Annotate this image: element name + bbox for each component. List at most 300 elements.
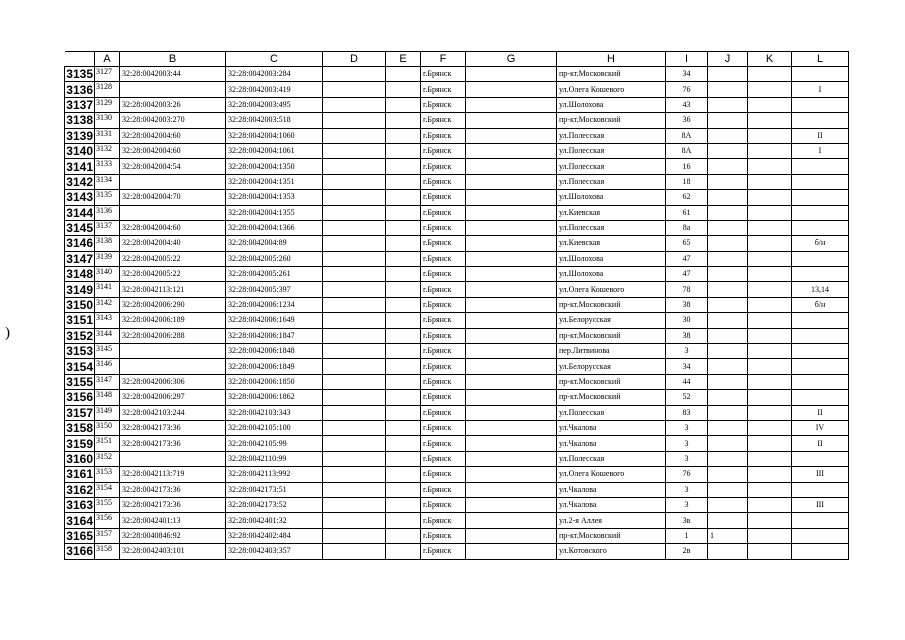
cell-i[interactable]: 76 [666, 82, 708, 97]
cell-g[interactable] [466, 451, 557, 466]
cell-h[interactable]: ул.Полесская [557, 451, 666, 466]
cell-k[interactable] [748, 328, 792, 343]
cell-k[interactable] [748, 374, 792, 389]
cell-g[interactable] [466, 390, 557, 405]
cell-a[interactable]: 3139 [95, 251, 120, 266]
cell-b[interactable]: 32:28:0042113:719 [120, 467, 226, 482]
cell-b[interactable] [120, 451, 226, 466]
cell-h[interactable]: пр-кт.Московский [557, 528, 666, 543]
cell-l[interactable]: IV [792, 420, 849, 435]
cell-i[interactable]: 62 [666, 190, 708, 205]
cell-e[interactable] [386, 420, 421, 435]
cell-j[interactable] [708, 174, 748, 189]
cell-h[interactable]: ул.Олега Кошевого [557, 467, 666, 482]
column-header-g[interactable]: G [466, 52, 557, 67]
cell-b[interactable]: 32:28:0042004:60 [120, 143, 226, 158]
cell-b[interactable] [120, 344, 226, 359]
cell-h[interactable]: ул.Чкалова [557, 482, 666, 497]
cell-d[interactable] [323, 220, 386, 235]
cell-c[interactable]: 32:28:0042403:357 [226, 544, 323, 559]
cell-a[interactable]: 3135 [95, 190, 120, 205]
cell-l[interactable] [792, 328, 849, 343]
cell-i[interactable]: 16 [666, 159, 708, 174]
cell-j[interactable] [708, 467, 748, 482]
cell-a[interactable]: 3146 [95, 359, 120, 374]
cell-e[interactable] [386, 236, 421, 251]
cell-e[interactable] [386, 467, 421, 482]
cell-i[interactable]: 3 [666, 497, 708, 512]
row-number[interactable]: 3140 [66, 144, 93, 159]
cell-i[interactable]: 38 [666, 297, 708, 312]
cell-d[interactable] [323, 267, 386, 282]
cell-e[interactable] [386, 82, 421, 97]
cell-e[interactable] [386, 451, 421, 466]
row-number[interactable]: 3146 [66, 236, 93, 251]
cell-j[interactable] [708, 420, 748, 435]
cell-j[interactable] [708, 451, 748, 466]
cell-k[interactable] [748, 482, 792, 497]
cell-f[interactable]: г.Брянск [421, 236, 466, 251]
column-header-k[interactable]: K [748, 52, 792, 67]
row-number[interactable]: 3165 [66, 528, 93, 543]
cell-f[interactable]: г.Брянск [421, 344, 466, 359]
cell-c[interactable]: 32:28:0042004:1350 [226, 159, 323, 174]
cell-h[interactable]: ул.Чкалова [557, 420, 666, 435]
cell-l[interactable] [792, 313, 849, 328]
cell-a[interactable]: 3152 [95, 451, 120, 466]
cell-i[interactable]: 61 [666, 205, 708, 220]
cell-e[interactable] [386, 67, 421, 82]
cell-i[interactable]: 3в [666, 513, 708, 528]
cell-a[interactable]: 3140 [95, 267, 120, 282]
cell-e[interactable] [386, 359, 421, 374]
cell-a[interactable]: 3150 [95, 420, 120, 435]
cell-j[interactable] [708, 297, 748, 312]
cell-i[interactable]: 2в [666, 544, 708, 559]
cell-k[interactable] [748, 513, 792, 528]
cell-d[interactable] [323, 82, 386, 97]
cell-h[interactable]: ул.Олега Кошевого [557, 82, 666, 97]
cell-c[interactable]: 32:28:0042105:99 [226, 436, 323, 451]
cell-k[interactable] [748, 497, 792, 512]
cell-j[interactable] [708, 497, 748, 512]
cell-k[interactable] [748, 359, 792, 374]
cell-h[interactable]: ул.Киевская [557, 205, 666, 220]
cell-e[interactable] [386, 159, 421, 174]
cell-j[interactable] [708, 436, 748, 451]
cell-a[interactable]: 3157 [95, 528, 120, 543]
cell-k[interactable] [748, 344, 792, 359]
cell-d[interactable] [323, 390, 386, 405]
row-number[interactable]: 3157 [66, 405, 93, 420]
column-header-j[interactable]: J [708, 52, 748, 67]
cell-c[interactable]: 32:28:0042006:1850 [226, 374, 323, 389]
row-number[interactable]: 3150 [66, 298, 93, 313]
cell-c[interactable]: 32:28:0042004:89 [226, 236, 323, 251]
cell-j[interactable]: 1 [708, 528, 748, 543]
cell-a[interactable]: 3144 [95, 328, 120, 343]
cell-f[interactable]: г.Брянск [421, 467, 466, 482]
cell-h[interactable]: ул.Полесская [557, 143, 666, 158]
cell-j[interactable] [708, 482, 748, 497]
column-header-d[interactable]: D [323, 52, 386, 67]
cell-f[interactable]: г.Брянск [421, 113, 466, 128]
cell-l[interactable]: б/н [792, 236, 849, 251]
cell-g[interactable] [466, 359, 557, 374]
cell-b[interactable]: 32:28:0042006:288 [120, 328, 226, 343]
cell-g[interactable] [466, 174, 557, 189]
cell-g[interactable] [466, 159, 557, 174]
cell-d[interactable] [323, 344, 386, 359]
cell-j[interactable] [708, 82, 748, 97]
cell-e[interactable] [386, 528, 421, 543]
cell-i[interactable]: 8А [666, 143, 708, 158]
cell-a[interactable]: 3133 [95, 159, 120, 174]
row-number[interactable]: 3148 [66, 267, 93, 282]
cell-d[interactable] [323, 528, 386, 543]
cell-k[interactable] [748, 97, 792, 112]
cell-h[interactable]: ул.Полесская [557, 159, 666, 174]
cell-g[interactable] [466, 143, 557, 158]
cell-h[interactable]: ул.Полесская [557, 174, 666, 189]
cell-b[interactable]: 32:28:0042003:44 [120, 67, 226, 82]
cell-a[interactable]: 3136 [95, 205, 120, 220]
cell-a[interactable]: 3155 [95, 497, 120, 512]
cell-a[interactable]: 3138 [95, 236, 120, 251]
cell-d[interactable] [323, 420, 386, 435]
cell-j[interactable] [708, 143, 748, 158]
cell-j[interactable] [708, 97, 748, 112]
cell-a[interactable]: 3129 [95, 97, 120, 112]
cell-k[interactable] [748, 236, 792, 251]
cell-b[interactable]: 32:28:0042401:13 [120, 513, 226, 528]
cell-e[interactable] [386, 113, 421, 128]
cell-i[interactable]: 8а [666, 220, 708, 235]
cell-g[interactable] [466, 251, 557, 266]
cell-a[interactable]: 3134 [95, 174, 120, 189]
row-number[interactable]: 3152 [66, 328, 93, 343]
cell-k[interactable] [748, 174, 792, 189]
column-header-i[interactable]: I [666, 52, 708, 67]
cell-e[interactable] [386, 328, 421, 343]
cell-j[interactable] [708, 220, 748, 235]
cell-a[interactable]: 3127 [95, 67, 120, 82]
cell-f[interactable]: г.Брянск [421, 497, 466, 512]
row-number[interactable]: 3149 [66, 282, 93, 297]
cell-a[interactable]: 3147 [95, 374, 120, 389]
cell-j[interactable] [708, 282, 748, 297]
cell-d[interactable] [323, 205, 386, 220]
cell-l[interactable]: III [792, 467, 849, 482]
cell-g[interactable] [466, 220, 557, 235]
cell-e[interactable] [386, 405, 421, 420]
cell-d[interactable] [323, 190, 386, 205]
cell-k[interactable] [748, 251, 792, 266]
cell-a[interactable]: 3151 [95, 436, 120, 451]
cell-l[interactable] [792, 544, 849, 559]
cell-d[interactable] [323, 436, 386, 451]
cell-f[interactable]: г.Брянск [421, 282, 466, 297]
cell-k[interactable] [748, 113, 792, 128]
cell-l[interactable]: II [792, 128, 849, 143]
cell-f[interactable]: г.Брянск [421, 267, 466, 282]
cell-g[interactable] [466, 344, 557, 359]
cell-i[interactable]: 34 [666, 67, 708, 82]
cell-c[interactable]: 32:28:0042005:397 [226, 282, 323, 297]
cell-f[interactable]: г.Брянск [421, 544, 466, 559]
cell-k[interactable] [748, 190, 792, 205]
cell-c[interactable]: 32:28:0042003:518 [226, 113, 323, 128]
cell-k[interactable] [748, 267, 792, 282]
cell-i[interactable]: 8А [666, 128, 708, 143]
cell-j[interactable] [708, 128, 748, 143]
cell-c[interactable]: 32:28:0042402:484 [226, 528, 323, 543]
cell-f[interactable]: г.Брянск [421, 313, 466, 328]
cell-a[interactable]: 3148 [95, 390, 120, 405]
cell-j[interactable] [708, 205, 748, 220]
cell-l[interactable]: II [792, 436, 849, 451]
column-header-b[interactable]: B [120, 52, 226, 67]
cell-b[interactable]: 32:28:0042173:36 [120, 420, 226, 435]
cell-f[interactable]: г.Брянск [421, 390, 466, 405]
cell-e[interactable] [386, 220, 421, 235]
cell-g[interactable] [466, 67, 557, 82]
cell-b[interactable]: 32:28:0042004:40 [120, 236, 226, 251]
cell-l[interactable] [792, 451, 849, 466]
cell-d[interactable] [323, 174, 386, 189]
cell-i[interactable]: 30 [666, 313, 708, 328]
cell-k[interactable] [748, 436, 792, 451]
cell-k[interactable] [748, 390, 792, 405]
cell-c[interactable]: 32:28:0042006:1848 [226, 344, 323, 359]
cell-a[interactable]: 3154 [95, 482, 120, 497]
cell-d[interactable] [323, 113, 386, 128]
cell-e[interactable] [386, 190, 421, 205]
cell-c[interactable]: 32:28:0042173:52 [226, 497, 323, 512]
cell-f[interactable]: г.Брянск [421, 205, 466, 220]
cell-l[interactable] [792, 528, 849, 543]
cell-c[interactable]: 32:28:0042401:32 [226, 513, 323, 528]
cell-g[interactable] [466, 128, 557, 143]
cell-d[interactable] [323, 544, 386, 559]
cell-c[interactable]: 32:28:0042006:1234 [226, 297, 323, 312]
row-number[interactable]: 3135 [66, 67, 93, 82]
cell-k[interactable] [748, 297, 792, 312]
cell-k[interactable] [748, 528, 792, 543]
row-number[interactable]: 3143 [66, 190, 93, 205]
cell-l[interactable]: 13,14 [792, 282, 849, 297]
cell-f[interactable]: г.Брянск [421, 359, 466, 374]
cell-e[interactable] [386, 205, 421, 220]
cell-f[interactable]: г.Брянск [421, 451, 466, 466]
cell-j[interactable] [708, 374, 748, 389]
cell-b[interactable]: 32:28:0042006:306 [120, 374, 226, 389]
cell-a[interactable]: 3128 [95, 82, 120, 97]
cell-g[interactable] [466, 497, 557, 512]
cell-l[interactable]: I [792, 143, 849, 158]
cell-l[interactable] [792, 159, 849, 174]
cell-c[interactable]: 32:28:0042004:1353 [226, 190, 323, 205]
cell-b[interactable]: 32:28:0042103:244 [120, 405, 226, 420]
cell-a[interactable]: 3130 [95, 113, 120, 128]
cell-k[interactable] [748, 282, 792, 297]
cell-f[interactable]: г.Брянск [421, 220, 466, 235]
cell-c[interactable]: 32:28:0042004:1060 [226, 128, 323, 143]
cell-j[interactable] [708, 359, 748, 374]
cell-e[interactable] [386, 544, 421, 559]
cell-c[interactable]: 32:28:0042006:1649 [226, 313, 323, 328]
row-number[interactable]: 3164 [66, 513, 93, 528]
row-number[interactable]: 3139 [66, 128, 93, 143]
cell-h[interactable]: ул.Чкалова [557, 497, 666, 512]
cell-a[interactable]: 3142 [95, 297, 120, 312]
cell-h[interactable]: ул.Шолохова [557, 97, 666, 112]
cell-e[interactable] [386, 174, 421, 189]
cell-b[interactable]: 32:28:0042006:297 [120, 390, 226, 405]
cell-c[interactable]: 32:28:0042113:992 [226, 467, 323, 482]
cell-j[interactable] [708, 405, 748, 420]
cell-h[interactable]: ул.Полесская [557, 405, 666, 420]
cell-e[interactable] [386, 374, 421, 389]
cell-e[interactable] [386, 482, 421, 497]
column-header-f[interactable]: F [421, 52, 466, 67]
cell-i[interactable]: 38 [666, 328, 708, 343]
cell-c[interactable]: 32:28:0042005:261 [226, 267, 323, 282]
cell-a[interactable]: 3132 [95, 143, 120, 158]
cell-h[interactable]: ул.Котовского [557, 544, 666, 559]
cell-g[interactable] [466, 436, 557, 451]
cell-g[interactable] [466, 282, 557, 297]
cell-d[interactable] [323, 467, 386, 482]
cell-f[interactable]: г.Брянск [421, 328, 466, 343]
row-number[interactable]: 3142 [66, 174, 93, 189]
cell-f[interactable]: г.Брянск [421, 143, 466, 158]
cell-h[interactable]: ул.Полесская [557, 128, 666, 143]
cell-f[interactable]: г.Брянск [421, 159, 466, 174]
cell-h[interactable]: пр-кт.Московский [557, 113, 666, 128]
cell-h[interactable]: пр-кт.Московский [557, 390, 666, 405]
row-number[interactable]: 3158 [66, 421, 93, 436]
cell-f[interactable]: г.Брянск [421, 82, 466, 97]
row-number[interactable]: 3159 [66, 436, 93, 451]
cell-g[interactable] [466, 205, 557, 220]
cell-h[interactable]: пр-кт.Московский [557, 67, 666, 82]
cell-g[interactable] [466, 420, 557, 435]
cell-b[interactable]: 32:28:0042004:54 [120, 159, 226, 174]
row-number[interactable]: 3161 [66, 467, 93, 482]
cell-f[interactable]: г.Брянск [421, 374, 466, 389]
cell-l[interactable] [792, 97, 849, 112]
cell-i[interactable]: 83 [666, 405, 708, 420]
cell-b[interactable]: 32:28:0042004:70 [120, 190, 226, 205]
cell-g[interactable] [466, 113, 557, 128]
cell-b[interactable]: 32:28:0042005:22 [120, 251, 226, 266]
cell-l[interactable]: II [792, 405, 849, 420]
cell-b[interactable]: 32:28:0042006:290 [120, 297, 226, 312]
cell-l[interactable]: I [792, 82, 849, 97]
cell-e[interactable] [386, 436, 421, 451]
cell-a[interactable]: 3143 [95, 313, 120, 328]
cell-b[interactable]: 32:28:0042006:189 [120, 313, 226, 328]
cell-c[interactable]: 32:28:0042110:99 [226, 451, 323, 466]
cell-g[interactable] [466, 267, 557, 282]
cell-h[interactable]: ул.Чкалова [557, 436, 666, 451]
cell-d[interactable] [323, 451, 386, 466]
cell-d[interactable] [323, 143, 386, 158]
cell-l[interactable] [792, 513, 849, 528]
cell-a[interactable]: 3145 [95, 344, 120, 359]
cell-i[interactable]: 76 [666, 467, 708, 482]
cell-d[interactable] [323, 236, 386, 251]
cell-e[interactable] [386, 297, 421, 312]
row-number[interactable]: 3156 [66, 390, 93, 405]
cell-i[interactable]: 3 [666, 344, 708, 359]
cell-h[interactable]: ул.Шолохова [557, 267, 666, 282]
cell-i[interactable]: 3 [666, 436, 708, 451]
cell-f[interactable]: г.Брянск [421, 528, 466, 543]
cell-g[interactable] [466, 405, 557, 420]
cell-j[interactable] [708, 544, 748, 559]
cell-i[interactable]: 43 [666, 97, 708, 112]
cell-l[interactable] [792, 359, 849, 374]
cell-c[interactable]: 32:28:0042173:51 [226, 482, 323, 497]
cell-b[interactable]: 32:28:0042003:270 [120, 113, 226, 128]
cell-d[interactable] [323, 251, 386, 266]
cell-d[interactable] [323, 328, 386, 343]
cell-b[interactable]: 32:28:0042003:26 [120, 97, 226, 112]
cell-l[interactable] [792, 67, 849, 82]
cell-l[interactable] [792, 390, 849, 405]
row-number[interactable]: 3145 [66, 221, 93, 236]
column-header-e[interactable]: E [386, 52, 421, 67]
cell-g[interactable] [466, 528, 557, 543]
cell-i[interactable]: 47 [666, 267, 708, 282]
cell-j[interactable] [708, 236, 748, 251]
cell-i[interactable]: 44 [666, 374, 708, 389]
cell-i[interactable]: 3 [666, 482, 708, 497]
cell-j[interactable] [708, 328, 748, 343]
cell-h[interactable]: ул.Шолохова [557, 190, 666, 205]
column-header-l[interactable]: L [792, 52, 849, 67]
cell-h[interactable]: ул.Белорусская [557, 313, 666, 328]
cell-i[interactable]: 36 [666, 113, 708, 128]
cell-i[interactable]: 52 [666, 390, 708, 405]
row-number[interactable]: 3147 [66, 251, 93, 266]
cell-a[interactable]: 3149 [95, 405, 120, 420]
cell-j[interactable] [708, 344, 748, 359]
cell-k[interactable] [748, 313, 792, 328]
cell-c[interactable]: 32:28:0042004:1355 [226, 205, 323, 220]
row-number[interactable]: 3136 [66, 82, 93, 97]
cell-j[interactable] [708, 513, 748, 528]
cell-d[interactable] [323, 405, 386, 420]
cell-b[interactable] [120, 174, 226, 189]
cell-g[interactable] [466, 544, 557, 559]
cell-g[interactable] [466, 236, 557, 251]
cell-d[interactable] [323, 67, 386, 82]
cell-e[interactable] [386, 251, 421, 266]
cell-c[interactable]: 32:28:0042004:1061 [226, 143, 323, 158]
cell-i[interactable]: 1 [666, 528, 708, 543]
row-number[interactable]: 3160 [66, 451, 93, 466]
cell-e[interactable] [386, 267, 421, 282]
cell-i[interactable]: 65 [666, 236, 708, 251]
row-number[interactable]: 3163 [66, 498, 93, 513]
cell-h[interactable]: пр-кт.Московский [557, 328, 666, 343]
cell-f[interactable]: г.Брянск [421, 297, 466, 312]
cell-g[interactable] [466, 374, 557, 389]
cell-d[interactable] [323, 297, 386, 312]
